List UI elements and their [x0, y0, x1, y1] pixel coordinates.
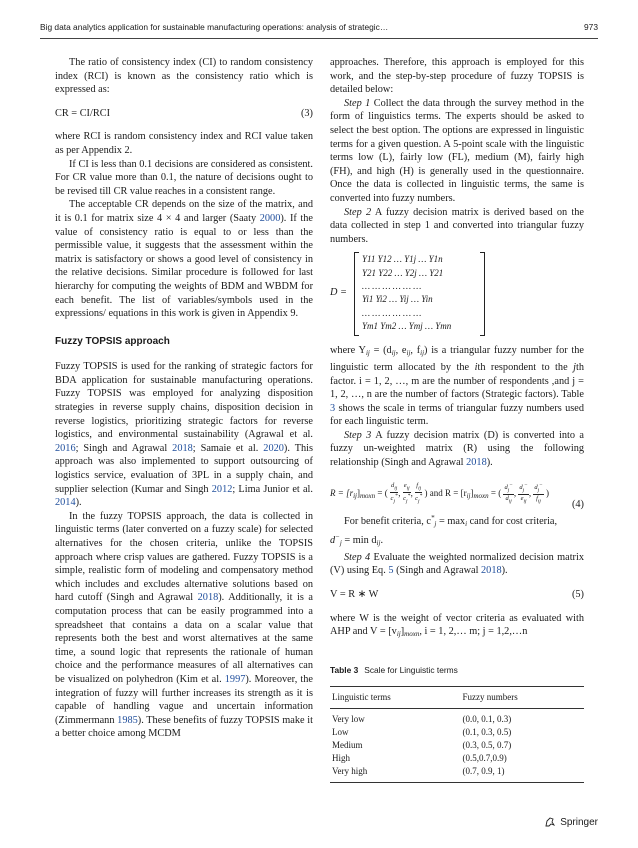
table-header: Linguistic terms [330, 687, 456, 709]
matrix-row: Yi1 Yi2 … Yij … Yin [362, 294, 433, 305]
table-cell: (0.1, 0.3, 0.5) [462, 727, 512, 738]
table-row [330, 752, 584, 765]
fuzzy-decision-matrix [330, 250, 584, 338]
table-header-row [330, 687, 584, 709]
right-column [330, 56, 584, 783]
running-title: Big data analytics application for sustainable manufacturing operations: analysis of strategic… [40, 22, 389, 32]
table-caption-text: Scale for Linguistic terms [364, 664, 458, 675]
springer-horse-icon [544, 816, 556, 828]
table-cell: (0.7, 0.9, 1) [456, 765, 584, 783]
paragraph: where $Y_{ij} = (d_{ij}$, $e_{ij}$, $f_{ij}$) is a triangular fuzzy number for the linguistic term allocated by the ith respondent to the jth factor. i = 1, 2, …, m are the number of respondents ,and j = 1, 2, …, n are the number of factors (Strategic factors). Table 3 shows the scale in terms of triangular fuzzy numbers used for each linguistic term. [330, 345, 584, 428]
paragraph: where W is the weight of vector criteria as evaluated with AHP and $V = [v_{ij}]_{moxn}$, i = 1, 2,… m; j = 1,2,…n [330, 612, 584, 639]
table-cell: (0.5,0.7,0.9) [462, 753, 507, 764]
equation-3 [55, 107, 313, 121]
table-cell: (0.3, 0.5, 0.7) [462, 740, 512, 751]
table-row [330, 709, 584, 727]
section-heading: Fuzzy TOPSIS approach [55, 335, 170, 347]
linguistic-scale-table [330, 686, 584, 783]
citation-link[interactable]: 2018 [466, 457, 487, 469]
citation-link[interactable]: 2018 [197, 592, 219, 604]
equation-reference-link[interactable]: 5 [388, 565, 394, 577]
page-number: 973 [584, 22, 598, 32]
paragraph: For benefit criteria, $c^*_j = \max_i$ cand for cost criteria, [344, 513, 558, 528]
equation-body: $R = [r_{ij}]_{moxn}$ = ( $\frac{d_{ij}}{c_j^*}$ , $\frac{e_{ij}}{c_j^*}$ , $\frac{f_{ij}}{c_j^*}$ ) and $R = [r_{ij}]_{moxn}$ = ( $\frac{d_j^-}{d_{ij}}$ , $\frac{d_j^-}{e_{ij}}$ , $\frac{d_j^-}{f_{ij}}$ ) [330, 481, 549, 505]
table-label: Table 3 [330, 664, 359, 675]
paragraph: approaches. Therefore, this approach is employed for this work, and the step-by-step procedure of fuzzy TOPSIS is detailed below: [330, 57, 584, 96]
table-reference-link[interactable]: 3 [330, 402, 336, 414]
paragraph: Step 2 A fuzzy decision matrix is derived based on the data collected in step 1 and converted into triangular fuzzy numbers. [330, 206, 585, 245]
citation-link[interactable]: 2018 [481, 565, 502, 577]
publisher-logo [544, 816, 598, 828]
paragraph: Step 4 Evaluate the weighted normalized decision matrix (V) using Eq. 5 (Singh and Agrawal 2018). [330, 551, 584, 577]
equation-text: V = R ∗ W [330, 589, 379, 601]
paragraph: In the fuzzy TOPSIS approach, the data is collected in linguistic terms (later converted on a fuzzy scale) for selected alternatives for the chosen criteria, unlike the TOPSIS approach where crisp values are gathered. Fuzzy TOPSIS is a simple, realistic form of modeling and compensatory method which includes and excludes alternative solutions based on hard cutoff (Singh and Agrawal 2018). Additionally, it is a computation process that can be easily programmed into a spreadsheet that contains a data on a scalar value that represents both the best and worst alternatives at the same time, a sound logic that represents the rationale of human choice and the performance measures of all alternatives can be visualized on polyhedron (Kim et al. 1997). Moreover, the integration of fuzzy will further increases its strength as it is capable of handling vague and uncertain information (Zimmermann 1985). These benefits of fuzzy TOPSIS make it a better choice among MCDM [55, 510, 313, 740]
paragraph: Step 1 Collect the data through the survey method in the form of linguistics terms. The experts should be asked to select the best option. The options are expressed in linguistic terms for a given question. A 5-point scale with the linguistic terms low (L), fairly low (FL), medium (M), fairly high (FH), and high (H) is generally used in the questionnaire. Once the data is collected in linguistic terms, the same is converted into fuzzy numbers. [330, 97, 584, 204]
matrix-row: … … … … … … [362, 280, 422, 291]
header-rule [40, 38, 598, 39]
citation-link[interactable]: 2000 [259, 212, 281, 224]
matrix-label: D = [330, 287, 347, 299]
citation-link[interactable]: 1985 [117, 714, 138, 726]
citation-link[interactable]: 2014 [55, 497, 76, 509]
citation-link[interactable]: 2012 [211, 483, 233, 495]
table-header: Fuzzy numbers [456, 687, 584, 709]
publisher-name: Springer [560, 816, 598, 828]
paragraph: Step 3 A fuzzy decision matrix (D) is converted into a fuzzy un-weighted matrix (R) using the following relationship (Singh and Agrawal 2018). [330, 429, 585, 469]
table-cell: Very high [330, 765, 456, 783]
equation-number: (4) [571, 498, 584, 510]
paragraph: Fuzzy TOPSIS is used for the ranking of strategic factors for BDA application for sustainable manufacturing operations. Fuzzy TOPSIS was employed for analyzing disposition strategies in reverse supply chains, disposition decision in reverse logistics, prioritizing strategic factors for reverse logistics, and environmental sustainability (Agrawal et al. 2016; Singh and Agrawal 2018; Samaie et al. 2020). This approach was also implemented to support outsourcing of logistics service, evaluation of 3PL in a supply chain, and supplier selection (Kumar and Singh 2012; Lima Junior et al. 2014). [55, 361, 313, 509]
table-cell: (0.0, 0.1, 0.3) [462, 714, 512, 725]
paragraph: $d^-_j = \min d_{ij}$. [330, 533, 384, 548]
table-cell: Very low [332, 714, 365, 725]
citation-link[interactable]: 1997 [224, 673, 246, 685]
table-cell: High [332, 753, 350, 764]
matrix-left-bracket [354, 252, 359, 336]
equation-number: (5) [571, 589, 584, 601]
table-cell: Low [332, 727, 349, 738]
paragraph: where RCI is random consistency index and RCI value taken as per Appendix 2. [55, 131, 313, 156]
matrix-row: Y11 Y12 … Y1j … Y1n [362, 254, 443, 265]
citation-link[interactable]: 2020 [263, 442, 284, 454]
matrix-row: Ym1 Ym2 … Ymj … Ymn [362, 320, 452, 331]
table-caption [330, 664, 584, 678]
paragraph: If CI is less than 0.1 decisions are considered as consistent. For CR value more than 0.1, the nature of decisions ought to be revised till CR value reaches in a consistent range. [55, 158, 313, 197]
table-cell: Medium [332, 740, 363, 751]
matrix-row: … … … … … … [362, 307, 422, 318]
matrix-row: Y21 Y22 … Y2j … Y21 [362, 267, 444, 278]
table-row [330, 765, 584, 783]
matrix-rows [362, 253, 451, 333]
paragraph: The ratio of consistency index (CI) to random consistency index (RCI) is known as the consistency ratio which is expressed as: [55, 57, 313, 96]
matrix-right-bracket [480, 252, 485, 336]
paragraph: The acceptable CR depends on the size of the matrix, and it is 0.1 for matrix size 4 × 4 and larger (Saaty 2000). If the value of consistency ratio is equal to or less than the permissible value, it suggests that the assessment within the matrix is satisfactory or shows a good level of consistency in the relative decisions. Similar procedure is followed for last hierarchy for computing the weights of BDM and WBDM for each benefit. The list of variables/symbols used in the expressions/ equations in this work is given in Appendix 9. [55, 199, 313, 320]
left-column [55, 56, 313, 741]
citation-link[interactable]: 2018 [172, 442, 193, 454]
equation-number: (3) [300, 107, 313, 119]
table-row [330, 739, 584, 752]
equation-5 [330, 588, 584, 602]
equation-text: CR = CI/RCI [55, 107, 111, 119]
table-row [330, 726, 584, 739]
equation-4 [330, 476, 584, 510]
running-header [40, 20, 598, 36]
citation-link[interactable]: 2016 [55, 442, 76, 454]
